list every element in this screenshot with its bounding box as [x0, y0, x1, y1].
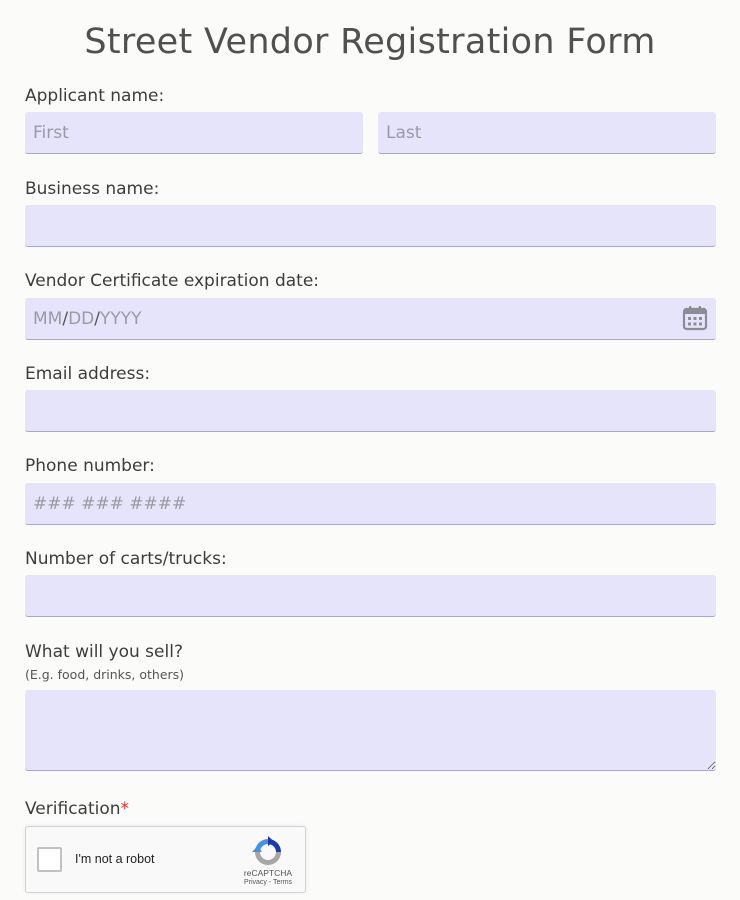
- email-input[interactable]: [25, 390, 716, 432]
- first-name-input[interactable]: [25, 112, 363, 154]
- year-placeholder: YYYY: [100, 308, 142, 329]
- date-separator: /: [62, 308, 69, 329]
- recaptcha-logo-icon: [252, 836, 284, 868]
- last-name-input[interactable]: [378, 112, 716, 154]
- form-title: Street Vendor Registration Form: [84, 22, 656, 62]
- recaptcha-checkbox[interactable]: [37, 847, 62, 872]
- email-label: Email address:: [25, 364, 151, 384]
- required-marker: *: [120, 799, 130, 819]
- phone-label: Phone number:: [25, 456, 155, 476]
- recaptcha-links[interactable]: Privacy - Terms: [243, 879, 293, 886]
- verification-label: [25, 799, 129, 819]
- recaptcha-widget: [25, 826, 306, 893]
- day-placeholder: DD: [68, 308, 95, 329]
- applicant-name-label: Applicant name:: [25, 86, 165, 106]
- carts-label: Number of carts/trucks:: [25, 549, 227, 569]
- verification-label-text: Verification: [25, 799, 121, 819]
- sell-hint: (E.g. food, drinks, others): [25, 667, 185, 682]
- month-placeholder: MM: [33, 308, 63, 329]
- business-name-input[interactable]: [25, 205, 716, 247]
- calendar-icon[interactable]: [682, 305, 708, 331]
- recaptcha-label: I'm not a robot: [75, 852, 155, 866]
- sell-label: What will you sell?: [25, 642, 183, 662]
- date-placeholder: [33, 309, 142, 329]
- business-name-label: Business name:: [25, 179, 160, 199]
- date-separator: /: [94, 308, 100, 329]
- carts-input[interactable]: [25, 575, 716, 617]
- recaptcha-brand: reCAPTCHA: [243, 868, 293, 878]
- phone-input[interactable]: [25, 483, 716, 525]
- certificate-date-label: Vendor Certificate expiration date:: [25, 271, 320, 291]
- certificate-date-input[interactable]: [25, 298, 716, 340]
- sell-textarea[interactable]: [25, 690, 716, 771]
